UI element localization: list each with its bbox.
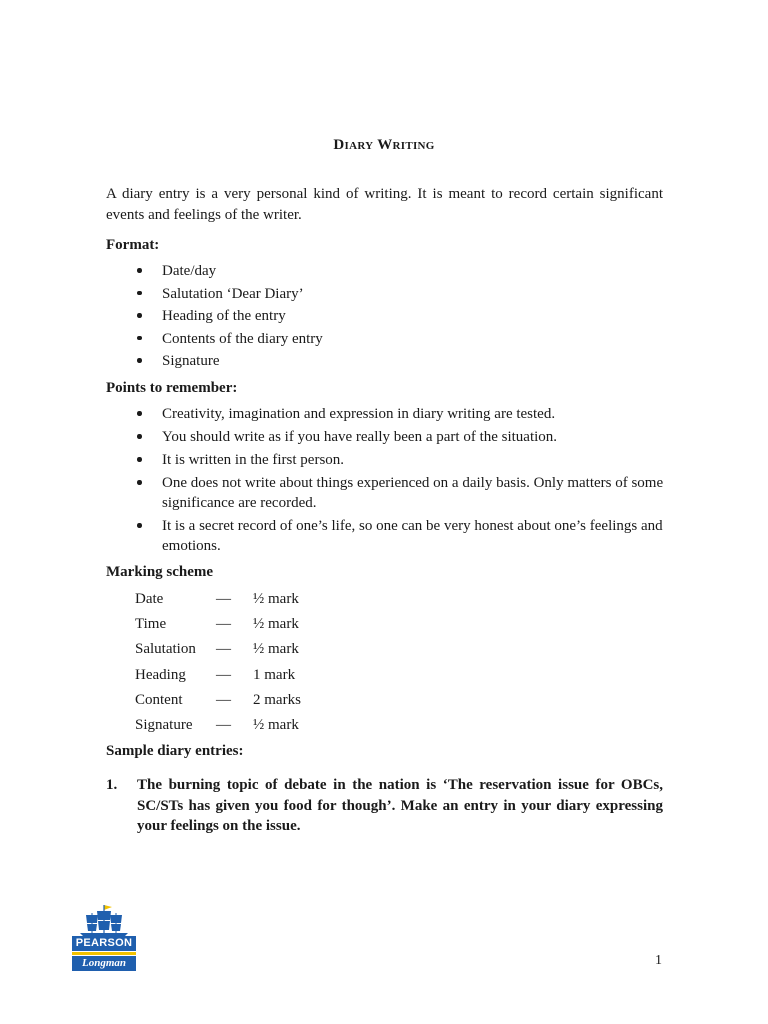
- format-heading: Format:: [106, 237, 160, 253]
- list-item: It is a secret record of one’s life, so one can be very honest about one’s feelings and emotions.: [106, 516, 666, 556]
- logo-sub: Longman: [72, 956, 136, 971]
- mark-dash: —: [216, 666, 231, 683]
- table-row: [135, 587, 301, 612]
- list-item: One does not write about things experienced on a daily basis. Only matters of some significance are recorded.: [106, 473, 666, 513]
- mark-dash: —: [216, 616, 231, 633]
- list-item: Date/day: [106, 261, 666, 284]
- mark-dash: —: [216, 641, 231, 658]
- mark-item: Content: [135, 691, 183, 708]
- points-heading: Points to remember:: [106, 380, 238, 396]
- points-list: [106, 404, 666, 559]
- list-item: Creativity, imagination and expression in diary writing are tested.: [106, 404, 666, 424]
- mark-item: Heading: [135, 666, 186, 683]
- task-text: The burning topic of debate in the nation is ‘The reservation issue for OBCs, SC/STs has given you food for though’. Make an entry in your diary expressing your feelings on the issue.: [137, 777, 663, 834]
- list-item: You should write as if you have really been a part of the situation.: [106, 427, 666, 447]
- intro-paragraph: A diary entry is a very personal kind of writing. It is meant to record certain significant events and feelings of the writer.: [106, 186, 663, 223]
- mark-dash: —: [216, 691, 231, 708]
- mark-value: ½ mark: [253, 641, 299, 658]
- logo-yellow-stripe: [72, 952, 136, 955]
- mark-value: ½ mark: [253, 616, 299, 633]
- mark-value: ½ mark: [253, 717, 299, 734]
- table-row: [135, 713, 301, 738]
- table-row: [135, 612, 301, 637]
- list-item: Heading of the entry: [106, 306, 666, 329]
- marking-heading: Marking scheme: [106, 564, 214, 580]
- task-number: 1.: [106, 777, 118, 793]
- samples-heading: Sample diary entries:: [106, 743, 244, 759]
- table-row: [135, 663, 301, 688]
- mark-item: Time: [135, 616, 167, 633]
- mark-dash: —: [216, 591, 231, 608]
- list-item: It is written in the first person.: [106, 450, 666, 470]
- mark-value: ½ mark: [253, 591, 299, 608]
- logo-brand: PEARSON: [72, 936, 136, 951]
- format-list: [106, 261, 666, 374]
- pearson-logo: [72, 903, 136, 973]
- list-item: Contents of the diary entry: [106, 329, 666, 352]
- list-item: Signature: [106, 351, 666, 374]
- mark-dash: —: [216, 717, 231, 734]
- table-row: [135, 688, 301, 713]
- mark-item: Signature: [135, 717, 193, 734]
- mark-value: 2 marks: [253, 691, 301, 708]
- table-row: [135, 637, 301, 662]
- mark-value: 1 mark: [253, 666, 296, 683]
- mark-item: Date: [135, 591, 164, 608]
- mark-item: Salutation: [135, 641, 196, 658]
- list-item: Salutation ‘Dear Diary’: [106, 284, 666, 307]
- marking-table: [135, 587, 301, 738]
- page-number: 1: [655, 953, 662, 968]
- sample-task: [106, 775, 663, 837]
- page-title: Diary Writing: [333, 137, 435, 153]
